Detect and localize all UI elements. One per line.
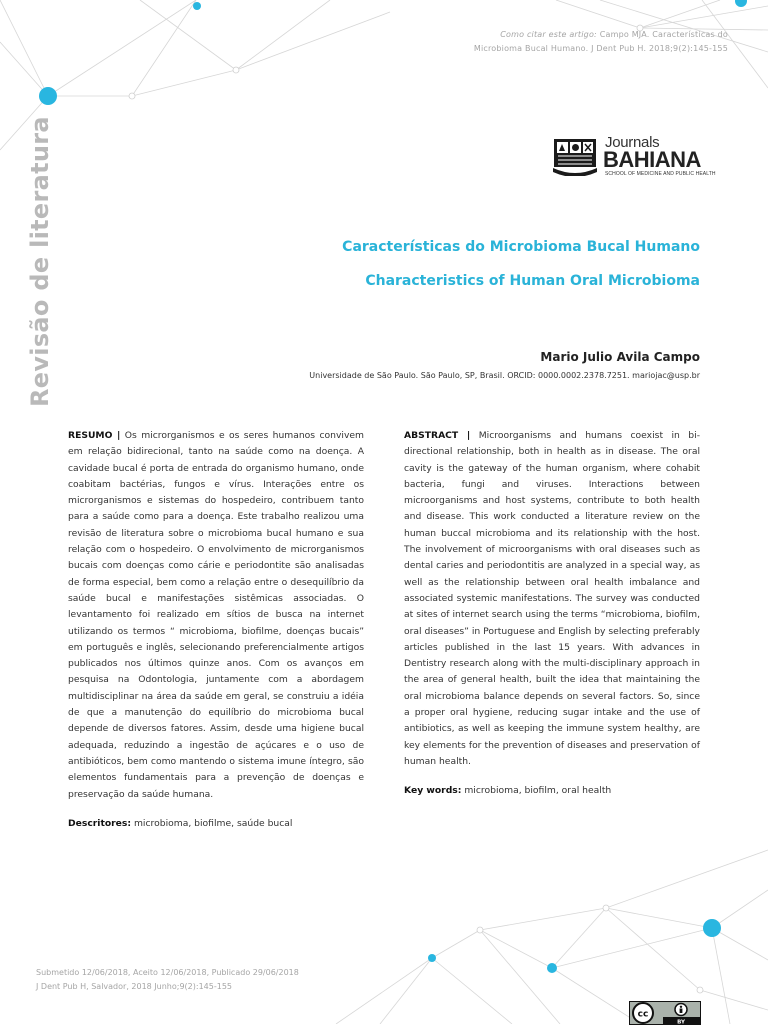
- article-title-portuguese: Características do Microbioma Bucal Humano: [342, 239, 700, 255]
- creative-commons-by-icon[interactable]: [629, 1001, 701, 1025]
- abstract-keywords-label: Key words:: [404, 785, 462, 797]
- submission-dates: Submetido 12/06/2018, Aceito 12/06/2018, Publicado 29/06/2018: [36, 968, 299, 977]
- abstract-column: [404, 428, 700, 800]
- resumo-body: Os microrganismos e os seres humanos convivem em relação bidirecional, tanto na saúde como na doença. A cavidade bucal é porta de entrada do organismo humano, onde coabitam bactérias, fungos e vírus. Interações entre os microrganismos e sistemas do hospedeiro, contribuem tanto para a saúde como para a doença. Este trabalho realizou uma revisão de literatura sobre o microbioma bucal humano e sua relação com o hospedeiro. O envolvimento de microrganismos bucais com doenças como cárie e periodontite são analisadas de forma especial, bem como a relação entre o desequilíbrio da saúde bucal e manifestações sistêmicas associadas. O levantamento foi realizado em sítios de busca na internet utilizando os termos “ microbioma, biofilme, doenças bucais” em português e inglês, selecionando preferencialmente artigos publicados nos últimos quinze anos. Com os avanços em pesquisa na Odontologia, juntamente com a abordagem multidisciplinar na área da saúde em geral, se construiu a idéia de que a manutenção do equilíbrio do microbioma bucal depende de diversos fatores. Assim, desde uma higiene bucal adequada, reduzindo a ingestão de açúcares e o uso de antibióticos, bem como mantendo o sistema imune íntegro, são elementos fundamentais para a prevenção de doenças e preservação da saúde humana.: [68, 430, 364, 800]
- license-by-label: BY: [677, 1019, 685, 1025]
- license-cc-label: cc: [637, 1009, 649, 1020]
- citation-text-line2: Microbioma Bucal Humano. J Dent Pub H. 2018;9(2):145-155: [473, 44, 728, 53]
- journal-reference: J Dent Pub H, Salvador, 2018 Junho;9(2):145-155: [36, 982, 233, 991]
- abstract-heading: ABSTRACT |: [404, 430, 471, 441]
- resumo-column: [68, 428, 364, 832]
- abstract-body: Microorganisms and humans coexist in bi-directional relationship, both in health as in disease. The oral cavity is the gateway of the human organism, where cohabit bacteria, fungi and viruses. Interactions between microorganisms and host systems, contribute to both health and disease. This work conducted a literature review on the human buccal microbioma and its relationship with the host. The involvement of microorganisms with oral diseases such as dental caries and periodontitis are analyzed in a special way, as well as the relationship between oral health imbalance and associated systemic manifestations. The survey was conducted at sites of internet search using the terms “microbioma, biofilm, oral diseases” in Portuguese and English by selecting preferably articles published in the last 15 years. With advances in Dentistry research along with the multi-disciplinary approach in the area of general health, built the idea that maintaining the oral microbioma balance depends on several factors. So, since a proper oral hygiene, reducing sugar intake and the use of antibiotics, as well as keeping the immune system healthy, are key elements for the prevention of diseases and preservation of human health.: [404, 430, 701, 767]
- resumo-keywords-text: microbioma, biofilme, saúde bucal: [133, 817, 293, 829]
- section-label: Revisão de literatura: [26, 116, 54, 407]
- author-affiliation: Universidade de São Paulo. São Paulo, SP, Brasil. ORCID: 0000.0002.2378.7251. mariojac@usp.br: [309, 371, 700, 380]
- logo-word-journals: Journals: [605, 134, 660, 151]
- abstract-keywords-text: microbioma, biofilm, oral health: [464, 785, 612, 797]
- logo-subtitle: SCHOOL OF MEDICINE AND PUBLIC HEALTH: [605, 171, 716, 177]
- citation-text-line1: Campo MJA. Características do: [599, 30, 728, 39]
- journal-logo: [553, 134, 716, 180]
- abstract-paragraph: [404, 428, 700, 770]
- abstract-keywords: [404, 783, 700, 799]
- citation-note: [388, 28, 728, 56]
- citation-lead: Como citar este artigo:: [500, 30, 597, 39]
- crest-icon: [553, 138, 597, 176]
- publication-dates: [36, 966, 299, 994]
- logo-word-bahiana: BAHIANA: [603, 147, 701, 172]
- resumo-keywords: [68, 816, 364, 832]
- resumo-heading: RESUMO |: [68, 430, 121, 441]
- article-title-english: Characteristics of Human Oral Microbioma: [365, 273, 700, 289]
- resumo-keywords-label: Descritores:: [68, 817, 132, 829]
- author-name: Mario Julio Avila Campo: [540, 350, 700, 364]
- resumo-paragraph: [68, 428, 364, 803]
